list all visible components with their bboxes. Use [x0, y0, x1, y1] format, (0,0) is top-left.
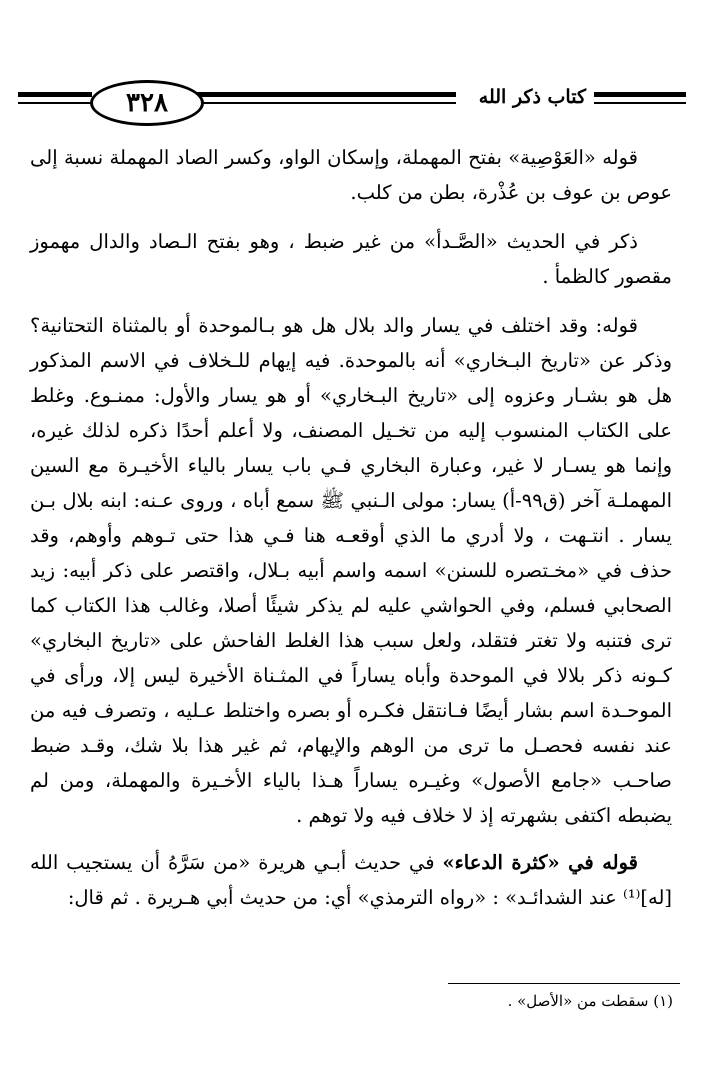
- header-rule-right-thick: [594, 92, 686, 97]
- header-rule-middle-thick: [196, 92, 456, 97]
- paragraph-1: قوله «العَوْصِية» بفتح المهملة، وإسكان الواو، وكسر الصاد المهملة نسبة إلى عوص بن عوف بن عُذْرة، بطن من كلب.: [30, 146, 672, 204]
- paragraph-4: [30, 845, 672, 915]
- header-rule-left-thin: [18, 102, 92, 104]
- footnote: (١) سقطت من «الأصل» .: [507, 992, 673, 1010]
- header-rule-middle-thin: [196, 102, 456, 104]
- paragraph-4-text: في حديث أبـي هريرة «من سَرَّهُ أن يستجيب الله [له]⁽¹⁾ عند الشدائـد» : «رواه الترمذي» أي: من حديث أبي هـريرة . ثم قال:: [30, 851, 672, 909]
- paragraph-3: قوله: وقد اختلف في يسار والد بلال هل هو بـالموحدة أو بالمثناة التحتانية؟ وذكر عن «تاريخ البـخاري» أنه بالموحدة. فيه إيهام للـخلاف في الاسم المذكور هل هو بشـار وعزوه إلى «تاريخ البـخاري» أو هو يسار والأول: ممنـوع. وغلط على الكتاب المنسوب إليه من تخـيل المصنف، ولا أعلم أحدًا ذكره لذلك غيره، وإنما هو يسـار لا غير، وعبارة البخاري فـي باب يسار بالياء الأخيـرة مع السين المهملـة آخر (ق٩٩-أ) يسار: مولى الـنبي ﷺ سمع أباه ، وروى عـنه: ابنه بلال بـن يسار . انتـهت ، ولا أدري ما الذي أوقعـه هنا فـي هذا حتى تـوهم وأوهم، وقد حذف في «مخـتصره للسنن» اسمه واسم أبيه بـلال، واقتصر على ذكر أبيه: زيد الصحابي فسلم، وفي الحواشي عليه لم يذكر شيئًا أصلا، وغالب هذا الكتاب كما ترى فتنبه ولا تغتر فتقلد، ولعل سبب هذا الغلط الفاحش على «تاريخ البخاري» كـونه ذكر بلالا في الموحدة وأباه يساراً في المثـناة الأخيرة ليس إلا، ورأى في الموحـدة اسم بشار أيضًا فـانتقل فكـره أو بصره واختلط عـليه ، وتصرف فيه من عند نفسه فحصـل ما ترى من الوهم والإيهام، ثم غير هذا بلا شك، وقـد ضبط صاحـب «جامع الأصول» وغيـره يساراً هـذا بالياء الأخـيرة والمهملة، ومن لم يضبطه اكتفى بشهرته إذ لا خلاف فيه ولا توهم .: [30, 314, 672, 827]
- page-number: [90, 80, 204, 126]
- paragraph-2: ذكر في الحديث «الصَّـدأ» من غير ضبط ، وهو بفتح الـصاد والدال مهموز مقصور كالظمأ .: [30, 230, 672, 288]
- header-rule-right-thin: [594, 102, 686, 104]
- page-number-text: ٣٢٨: [126, 88, 168, 118]
- body-text: [30, 140, 672, 929]
- page-header: [18, 78, 686, 126]
- book-title: كتاب ذكر الله: [478, 86, 586, 108]
- footnote-separator: [448, 983, 680, 984]
- header-rule-left-thick: [18, 92, 92, 97]
- paragraph-4-lead: قوله في «كثرة الدعاء»: [442, 851, 638, 874]
